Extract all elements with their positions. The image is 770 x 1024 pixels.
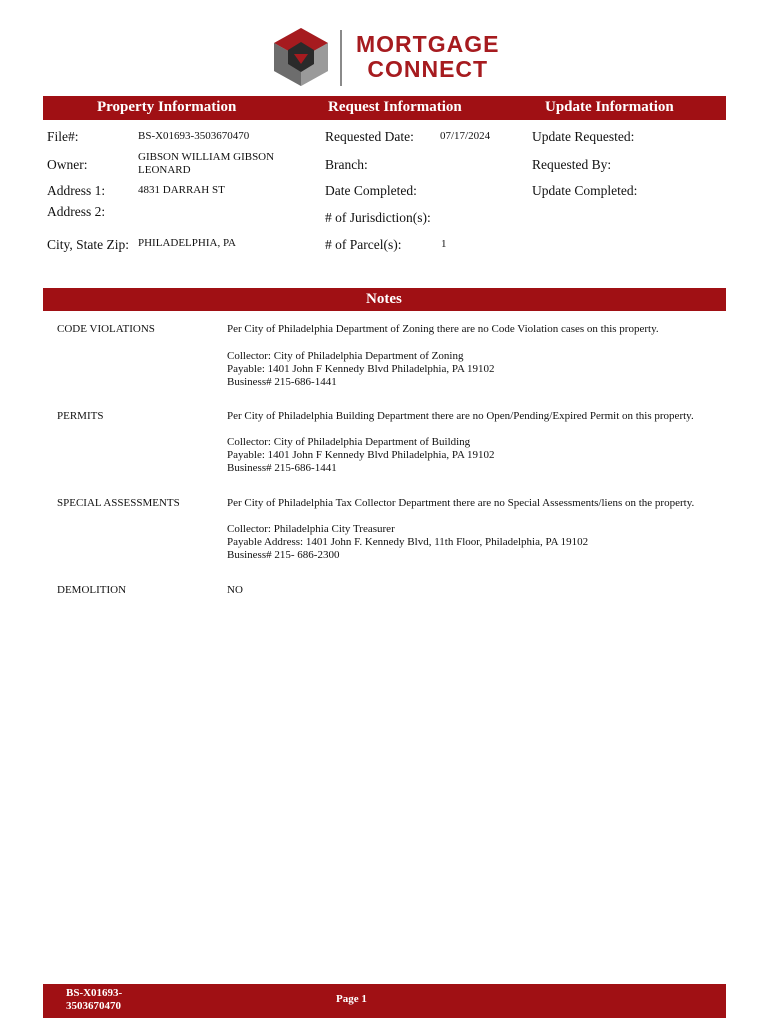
note-payable: Payable Address: 1401 John F. Kennedy Blvd, 11th Floor, Philadelphia, PA 19102 xyxy=(227,536,589,548)
logo-divider xyxy=(340,30,342,86)
logo-line-2: CONNECT xyxy=(367,56,489,82)
page-number: Page 1 xyxy=(336,993,367,1005)
requested-date-value: 07/17/2024 xyxy=(440,130,491,142)
note-text-code-violations: Per City of Philadelphia Department of Zoning there are no Code Violation cases on this property. xyxy=(227,323,659,335)
note-text-special-assessments: Per City of Philadelphia Tax Collector Department there are no Special Assessments/liens on the property. xyxy=(227,497,695,509)
address-2-label: Address 2: xyxy=(47,204,106,219)
logo-wordmark xyxy=(356,32,499,82)
owner-value-line-2: LEONARD xyxy=(138,164,191,176)
note-category-code-violations: CODE VIOLATIONS xyxy=(57,323,155,335)
note-category-demolition: DEMOLITION xyxy=(57,584,127,596)
note-category-permits: PERMITS xyxy=(57,410,104,422)
requested-date-label: Requested Date: xyxy=(325,129,414,144)
note-category-special-assessments: SPECIAL ASSESSMENTS xyxy=(57,497,180,509)
notes-title: Notes xyxy=(366,291,402,307)
notes-header-bar xyxy=(43,288,726,311)
footer-file-number xyxy=(66,987,122,1013)
file-label: File#: xyxy=(47,129,79,144)
note-business: Business# 215-686-1441 xyxy=(227,462,337,474)
jurisdictions-label: # of Jurisdiction(s): xyxy=(325,210,431,225)
branch-label: Branch: xyxy=(325,157,368,172)
footer-file-line-2: 3503670470 xyxy=(66,1000,121,1012)
mortgage-connect-logo xyxy=(270,26,520,90)
requested-by-label: Requested By: xyxy=(532,157,612,172)
note-collector: Collector: Philadelphia City Treasurer xyxy=(227,523,395,535)
footer-bar xyxy=(43,984,726,1018)
note-text-permits: Per City of Philadelphia Building Department there are no Open/Pending/Expired Permit on this property. xyxy=(227,410,694,422)
owner-value xyxy=(138,151,274,177)
file-value: BS-X01693-3503670470 xyxy=(138,130,250,142)
property-information-title: Property Information xyxy=(97,99,237,115)
update-completed-label: Update Completed: xyxy=(532,183,638,198)
note-business: Business# 215- 686-2300 xyxy=(227,549,340,561)
parcels-value: 1 xyxy=(441,238,447,250)
update-requested-label: Update Requested: xyxy=(532,129,635,144)
note-payable: Payable: 1401 John F Kennedy Blvd Philadelphia, PA 19102 xyxy=(227,363,495,375)
date-completed-label: Date Completed: xyxy=(325,183,417,198)
owner-label: Owner: xyxy=(47,157,88,172)
update-information-title: Update Information xyxy=(545,99,674,115)
note-collector: Collector: City of Philadelphia Department of Zoning xyxy=(227,350,464,362)
address-1-label: Address 1: xyxy=(47,183,106,198)
city-state-zip-value: PHILADELPHIA, PA xyxy=(138,237,236,249)
note-text-demolition: NO xyxy=(227,584,243,596)
owner-value-line-1: GIBSON WILLIAM GIBSON xyxy=(138,151,275,163)
info-header-bar xyxy=(43,96,726,120)
note-business: Business# 215-686-1441 xyxy=(227,376,337,388)
address-1-value: 4831 DARRAH ST xyxy=(138,184,225,196)
logo-line-1: MORTGAGE xyxy=(356,31,500,57)
request-information-title: Request Information xyxy=(328,99,462,115)
mortgage-connect-logo-icon xyxy=(270,26,332,88)
note-details-special-assessments xyxy=(227,523,588,562)
note-payable: Payable: 1401 John F Kennedy Blvd Philadelphia, PA 19102 xyxy=(227,449,495,461)
note-details-code-violations xyxy=(227,350,495,389)
note-details-permits xyxy=(227,436,495,475)
note-collector: Collector: City of Philadelphia Department of Building xyxy=(227,436,471,448)
parcels-label: # of Parcel(s): xyxy=(325,237,402,252)
footer-file-line-1: BS-X01693- xyxy=(66,987,123,999)
city-state-zip-label: City, State Zip: xyxy=(47,237,129,252)
